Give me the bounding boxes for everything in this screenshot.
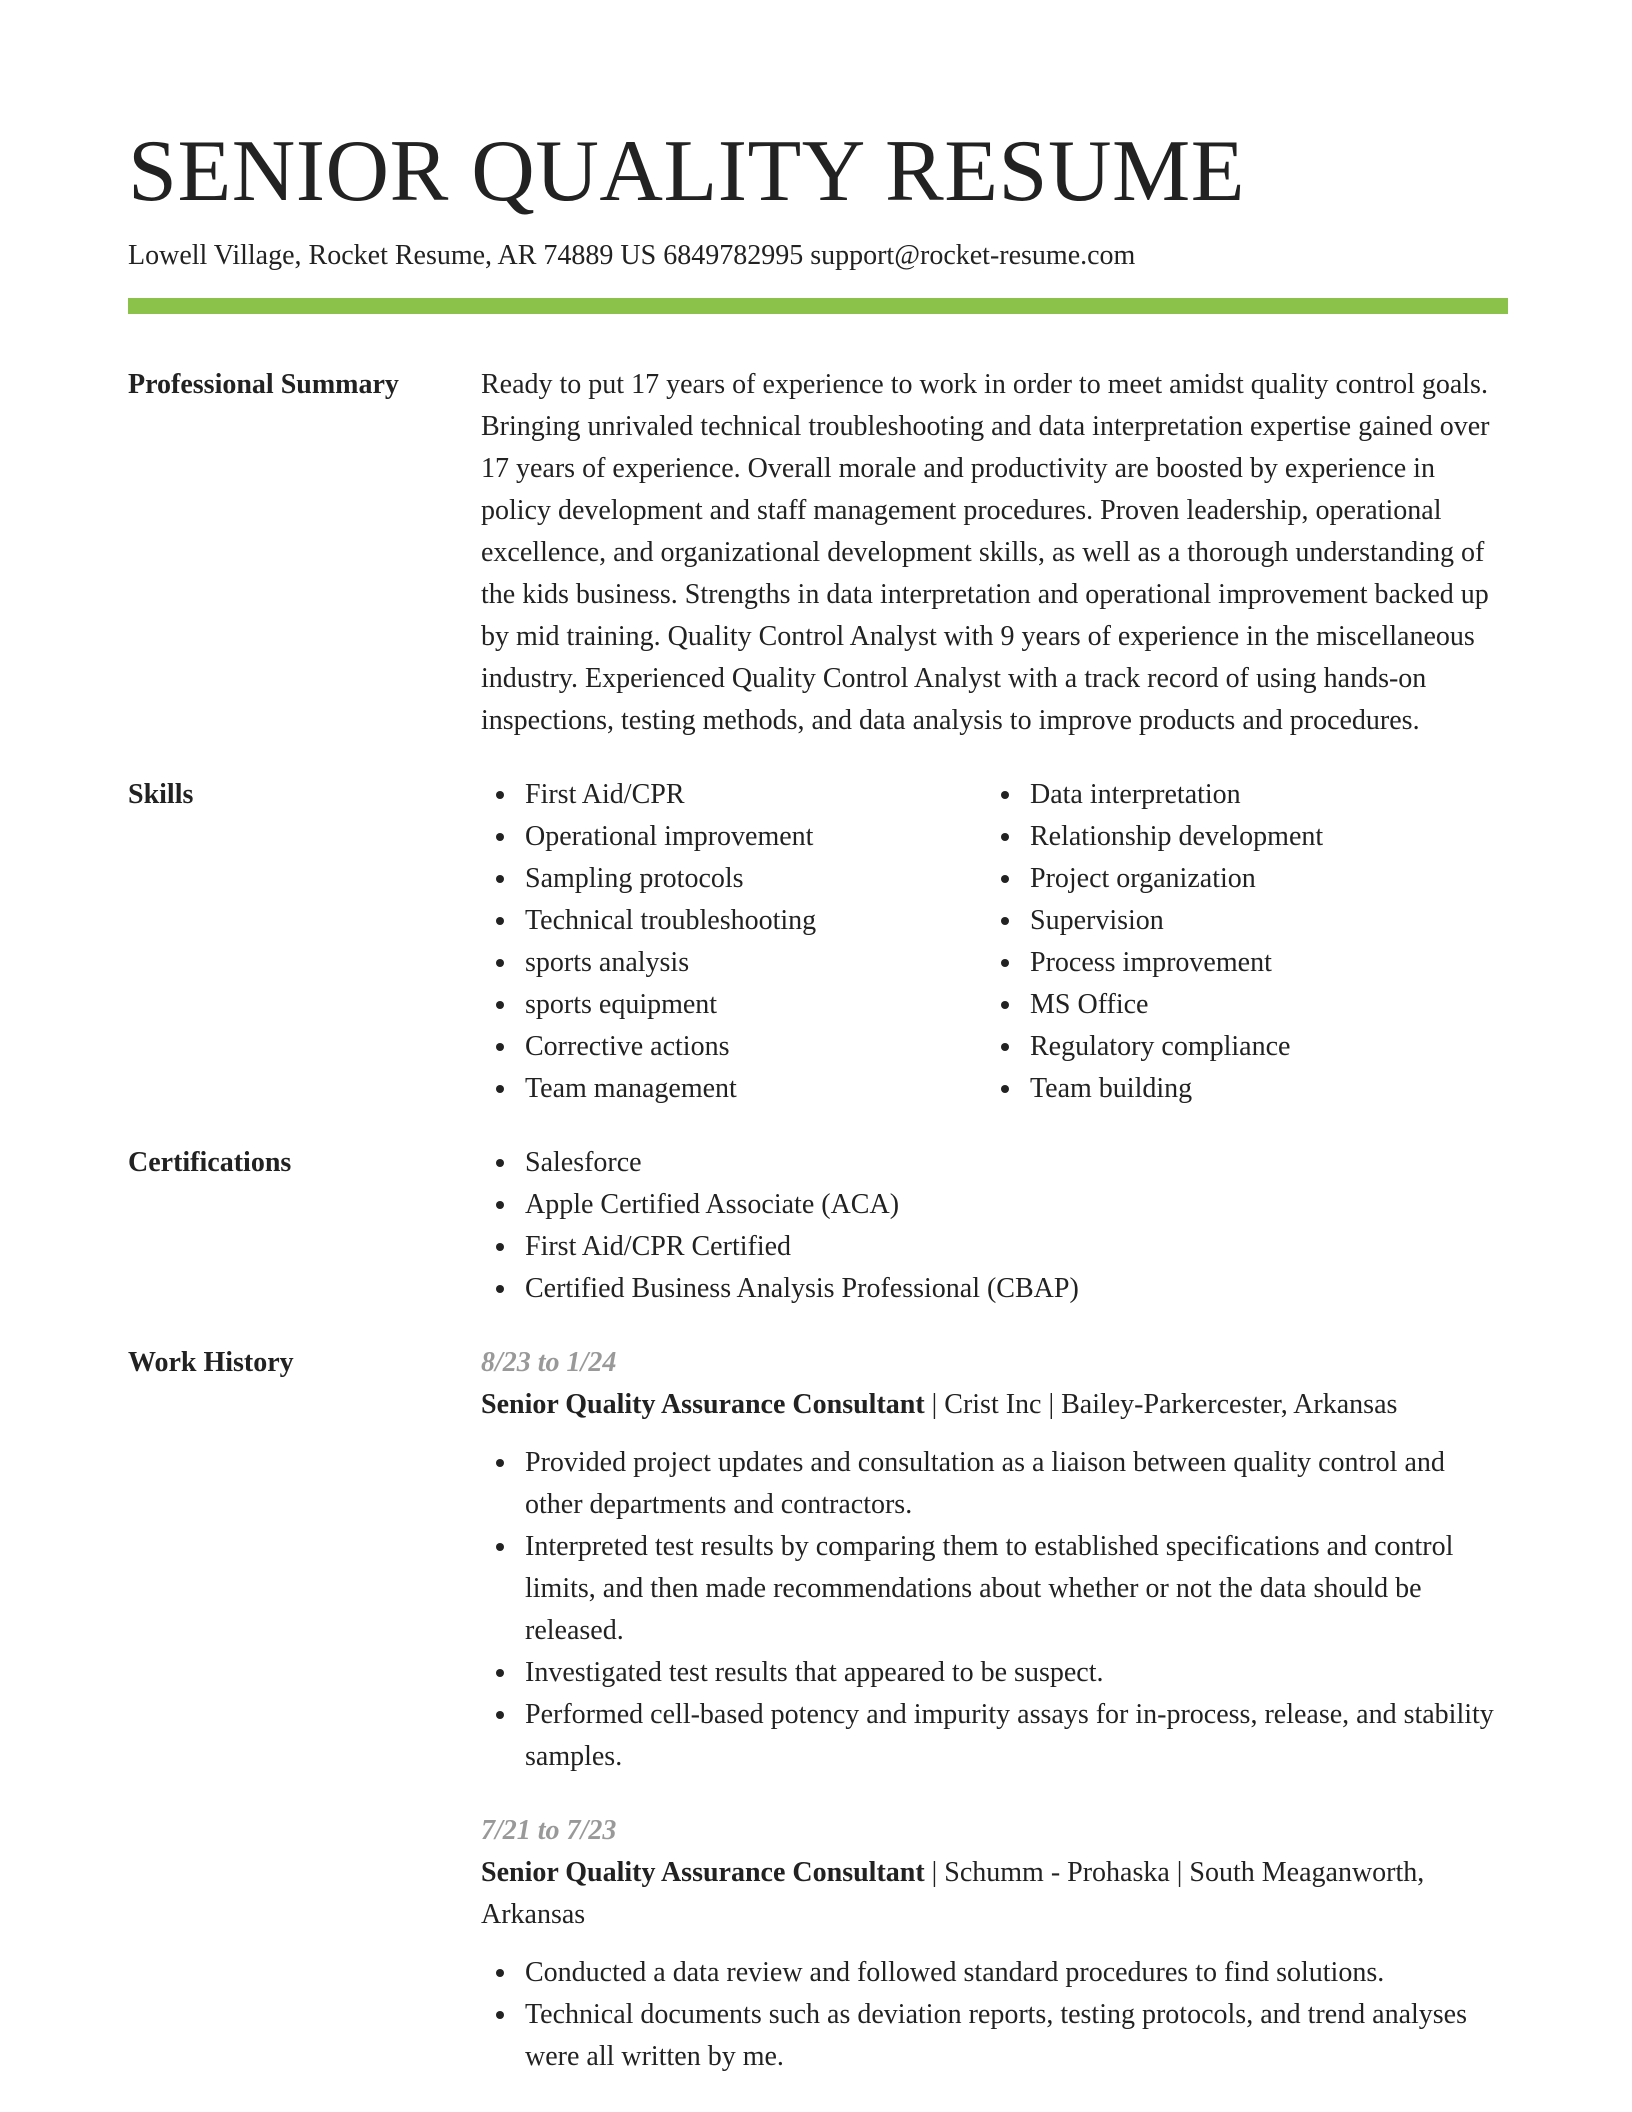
skill-item: Corrective actions <box>481 1026 986 1068</box>
skill-item: Technical troubleshooting <box>481 900 986 942</box>
job-bullet: Technical documents such as deviation reports, testing protocols, and trend analyses were all written by me. <box>481 1994 1508 2078</box>
certification-item: Salesforce <box>481 1142 1508 1184</box>
certifications-section <box>128 1142 1508 1310</box>
job-dates: 7/21 to 7/23 <box>481 1815 617 1846</box>
job-title: Senior Quality Assurance Consultant <box>481 1389 925 1420</box>
certification-item: Apple Certified Associate (ACA) <box>481 1184 1508 1226</box>
job-dates: 8/23 to 1/24 <box>481 1347 617 1378</box>
skill-item: Process improvement <box>986 942 1491 984</box>
skill-item: sports analysis <box>481 942 986 984</box>
header-divider <box>128 298 1508 314</box>
skills-section <box>128 774 1508 1110</box>
skills-list-right <box>986 774 1491 1110</box>
contact-address: Lowell Village, Rocket Resume, AR 74889 US <box>128 240 657 271</box>
contact-phone: 6849782995 <box>663 240 804 271</box>
skill-item: First Aid/CPR <box>481 774 986 816</box>
job-entry <box>481 1342 1508 1778</box>
skills-columns <box>481 774 1508 1110</box>
job-header <box>481 1384 1508 1426</box>
skill-item: Supervision <box>986 900 1491 942</box>
skill-item: Regulatory compliance <box>986 1026 1491 1068</box>
job-details: | Schumm - Prohaska | South Meaganworth, Arkansas <box>481 1857 1425 1930</box>
work-history-heading: Work History <box>128 1347 294 1378</box>
summary-text: Ready to put 17 years of experience to work in order to meet amidst quality control goals. Bringing unrivaled technical troubleshooting and data interpretation expertise gained over 17 years of experience. Overall morale and productivity are boosted by experience in policy development and staff management procedures. Proven leadership, operational excellence, and organizational development skills, as well as a thorough understanding of the kids business. Strengths in data interpretation and operational improvement backed up by mid training. Quality Control Analyst with 9 years of experience in the miscellaneous industry. Experienced Quality Control Analyst with a track record of using hands-on inspections, testing methods, and data analysis to improve products and procedures. <box>481 369 1490 736</box>
job-bullets <box>481 1442 1508 1778</box>
contact-line <box>128 236 1508 276</box>
job-bullet: Conducted a data review and followed standard procedures to find solutions. <box>481 1952 1508 1994</box>
job-header <box>481 1852 1508 1936</box>
job-entry <box>481 1810 1508 2078</box>
skill-item: Operational improvement <box>481 816 986 858</box>
certifications-list <box>481 1142 1508 1310</box>
summary-heading: Professional Summary <box>128 369 399 400</box>
job-bullet: Performed cell-based potency and impurity assays for in-process, release, and stability samples. <box>481 1694 1508 1778</box>
work-history-section <box>128 1342 1508 2078</box>
resume-title: SENIOR QUALITY RESUME <box>128 123 1245 220</box>
skill-item: Team management <box>481 1068 986 1110</box>
job-bullet: Interpreted test results by comparing them to established specifications and control limits, and then made recommendations about whether or not the data should be released. <box>481 1526 1508 1652</box>
skills-heading: Skills <box>128 779 194 810</box>
job-bullet: Investigated test results that appeared to be suspect. <box>481 1652 1508 1694</box>
work-history-body <box>481 1342 1508 2078</box>
job-bullets <box>481 1952 1508 2078</box>
certifications-heading: Certifications <box>128 1147 292 1178</box>
skill-item: Sampling protocols <box>481 858 986 900</box>
certifications-body <box>481 1142 1508 1310</box>
skill-item: Data interpretation <box>986 774 1491 816</box>
skill-item: Team building <box>986 1068 1491 1110</box>
job-bullet: Provided project updates and consultation as a liaison between quality control and other departments and contractors. <box>481 1442 1508 1526</box>
skill-item: Relationship development <box>986 816 1491 858</box>
skill-item: MS Office <box>986 984 1491 1026</box>
certification-item: First Aid/CPR Certified <box>481 1226 1508 1268</box>
job-details: | Crist Inc | Bailey-Parkercester, Arkansas <box>924 1389 1398 1420</box>
skill-item: Project organization <box>986 858 1491 900</box>
certification-item: Certified Business Analysis Professional (CBAP) <box>481 1268 1508 1310</box>
job-title: Senior Quality Assurance Consultant <box>481 1857 925 1888</box>
summary-section <box>128 364 1508 742</box>
contact-email: support@rocket-resume.com <box>810 240 1136 271</box>
skill-item: sports equipment <box>481 984 986 1026</box>
resume-page <box>128 0 1508 2078</box>
skills-list-left <box>481 774 986 1110</box>
